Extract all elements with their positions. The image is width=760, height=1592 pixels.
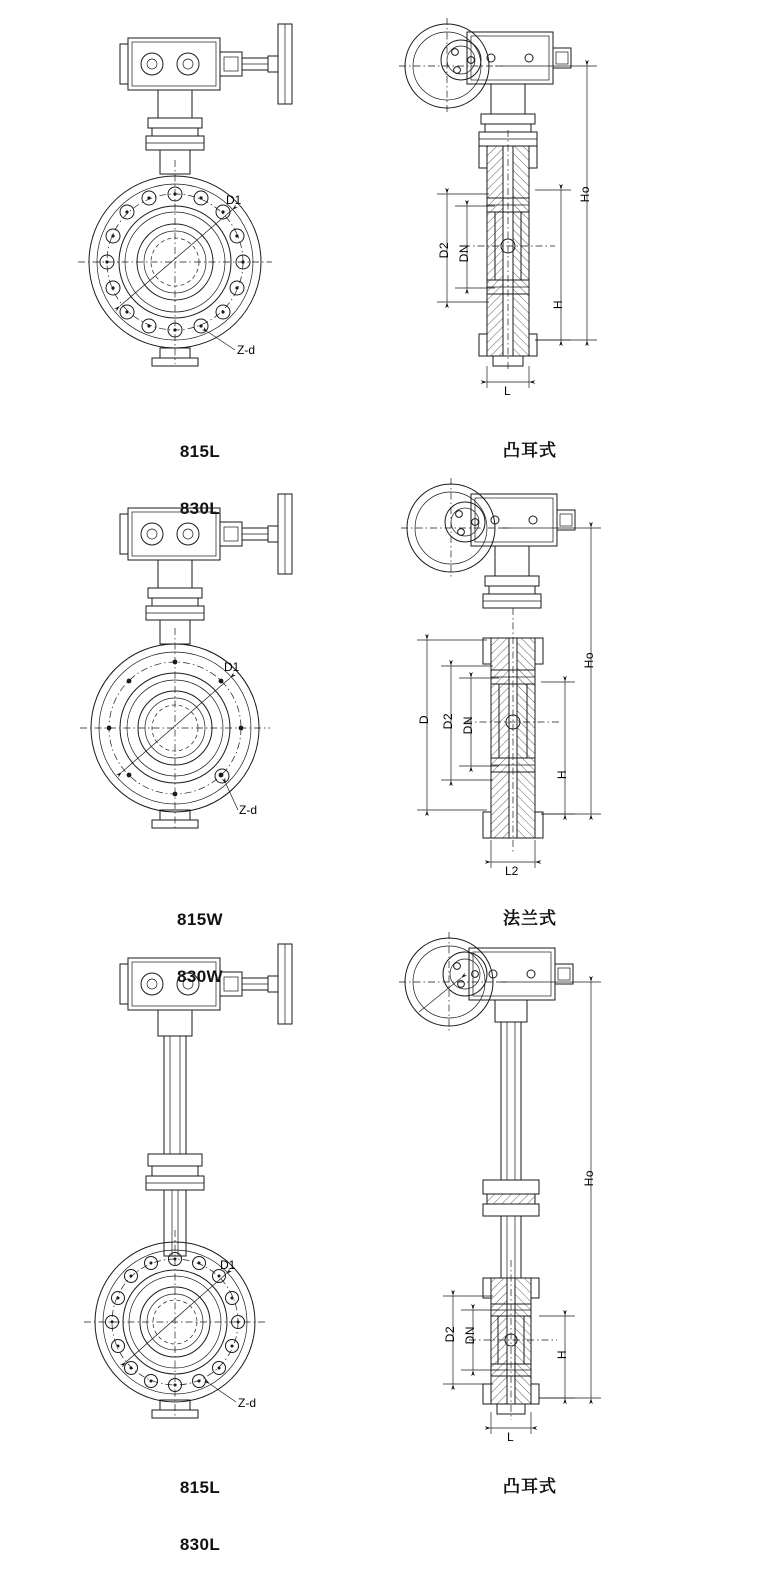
- caption-figure-3-front: [110, 1440, 290, 1592]
- dimension-label-h: H: [555, 1350, 569, 1360]
- dimension-label-d2: D2: [437, 242, 451, 259]
- caption-line-1: 815L: [179, 442, 221, 462]
- dimension-label-zd: Z-d: [237, 343, 255, 357]
- caption-figure-3-section: [440, 1440, 620, 1535]
- caption-line-cn: 法兰式: [503, 909, 557, 930]
- caption-line-2: 830L: [179, 499, 221, 519]
- dimension-label-dn: DN: [461, 716, 475, 735]
- dimension-label-dn: DN: [463, 1326, 477, 1345]
- dimension-label-d1: D1: [220, 1258, 236, 1272]
- dimension-label-ho: Ho: [582, 1170, 596, 1187]
- dimension-label-zd: Z-d: [239, 803, 257, 817]
- figure-3-section-view: [395, 920, 725, 1444]
- caption-line-cn: 凸耳式: [503, 441, 557, 462]
- dimension-label-l: L: [507, 1430, 514, 1444]
- dimension-label-h: H: [555, 770, 569, 780]
- figure-3-front-view: [60, 930, 360, 1440]
- dimension-label-ho: Ho: [582, 652, 596, 669]
- caption-line-2: 830L: [179, 1535, 221, 1555]
- figure-2-front-view: [60, 480, 360, 860]
- caption-line-2: 830W: [176, 967, 223, 987]
- dimension-label-h: H: [551, 300, 565, 310]
- dimension-label-d2: D2: [441, 713, 455, 730]
- dimension-label-d1: D1: [224, 660, 240, 674]
- caption-line-1: 815L: [179, 1478, 221, 1498]
- figure-1-section-view: [395, 10, 725, 400]
- figure-1-front-view: [60, 10, 360, 400]
- figure-2-section-view: [395, 470, 725, 878]
- dimension-label-dn: DN: [457, 244, 471, 263]
- dimension-label-ho: Ho: [578, 186, 592, 203]
- dimension-label-l2: L2: [505, 864, 519, 878]
- dimension-label-zd: Z-d: [238, 1396, 256, 1410]
- dimension-label-d: D: [417, 715, 431, 725]
- dimension-label-d2: D2: [443, 1326, 457, 1343]
- caption-line-1: 815W: [176, 910, 223, 930]
- caption-line-cn: 凸耳式: [503, 1477, 557, 1498]
- dimension-label-d1: D1: [226, 193, 242, 207]
- dimension-label-l: L: [504, 384, 511, 398]
